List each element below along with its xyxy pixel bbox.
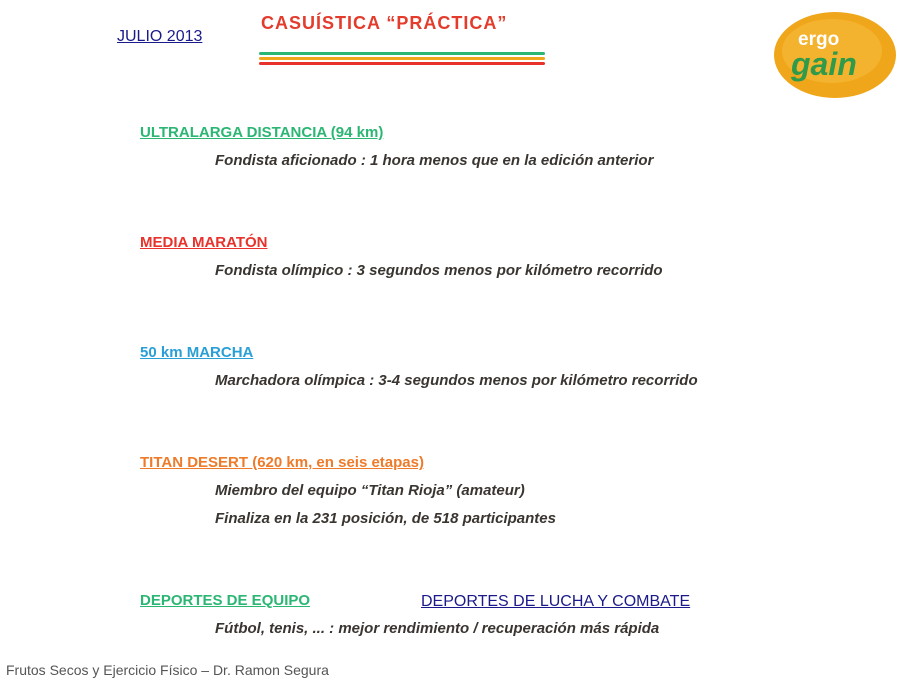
stripe-red — [259, 62, 545, 65]
date-label: JULIO 2013 — [117, 28, 203, 45]
section-heading-deportes-equipo: DEPORTES DE EQUIPO — [140, 592, 311, 609]
stripe-yellow — [259, 57, 545, 60]
section-line: Fútbol, tenis, ... : mejor rendimiento / recuperación más rápida — [215, 620, 660, 637]
title-underline-stripes — [259, 52, 545, 66]
section-line: Fondista aficionado : 1 hora menos que en la edición anterior — [215, 152, 654, 169]
section-line: Finaliza en la 231 posición, de 518 participantes — [215, 510, 556, 527]
section-heading-marcha: 50 km MARCHA — [140, 344, 254, 361]
section-heading-titan-desert: TITAN DESERT (620 km, en seis etapas) — [140, 454, 424, 471]
section-line: Fondista olímpico : 3 segundos menos por kilómetro recorrido — [215, 262, 663, 279]
svg-text:gain: gain — [791, 46, 857, 82]
stripe-green — [259, 52, 545, 55]
heading-lucha-combate: DEPORTES DE LUCHA Y COMBATE — [421, 593, 691, 610]
section-line: Miembro del equipo “Titan Rioja” (amateur) — [215, 482, 525, 499]
section-heading-ultralarga: ULTRALARGA DISTANCIA (94 km) — [140, 124, 384, 141]
page-title: CASUÍSTICA “PRÁCTICA” — [261, 13, 508, 33]
section-line: Marchadora olímpica : 3-4 segundos menos por kilómetro recorrido — [215, 372, 698, 389]
footer-text: Frutos Secos y Ejercicio Físico – Dr. Ramon Segura — [6, 662, 329, 678]
ergogain-logo — [772, 9, 899, 100]
section-heading-media-maraton: MEDIA MARATÓN — [140, 234, 268, 251]
svg-text:ergo: ergo — [798, 29, 840, 50]
